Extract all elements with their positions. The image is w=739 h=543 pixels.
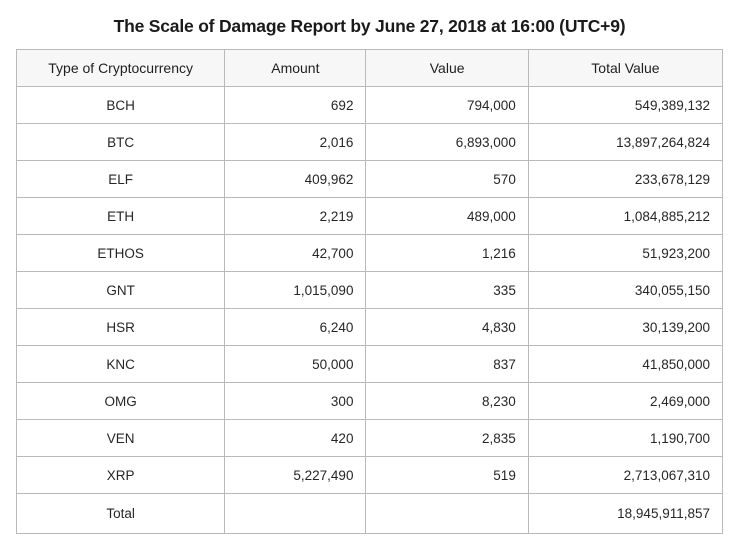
cell-total-value: 340,055,150: [528, 272, 722, 309]
table-row: [17, 420, 723, 457]
table-row: [17, 457, 723, 494]
total-value: [366, 494, 528, 534]
cell-type: ETH: [17, 198, 225, 235]
cell-total-value: 1,190,700: [528, 420, 722, 457]
total-amount: [225, 494, 366, 534]
column-header-type: Type of Cryptocurrency: [17, 50, 225, 87]
cell-type: BCH: [17, 87, 225, 124]
cell-amount: 2,219: [225, 198, 366, 235]
cell-total-value: 13,897,264,824: [528, 124, 722, 161]
cell-total-value: 2,713,067,310: [528, 457, 722, 494]
table-row: [17, 346, 723, 383]
cell-type: BTC: [17, 124, 225, 161]
table-total-row: [17, 494, 723, 534]
table-row: [17, 198, 723, 235]
cell-amount: 692: [225, 87, 366, 124]
cell-total-value: 41,850,000: [528, 346, 722, 383]
cell-total-value: 51,923,200: [528, 235, 722, 272]
table-row: [17, 309, 723, 346]
cell-value: 489,000: [366, 198, 528, 235]
page-title: The Scale of Damage Report by June 27, 2018 at 16:00 (UTC+9): [113, 16, 626, 36]
table-body: [17, 87, 723, 534]
cell-value: 335: [366, 272, 528, 309]
cell-amount: 1,015,090: [225, 272, 366, 309]
cell-value: 4,830: [366, 309, 528, 346]
table-row: [17, 235, 723, 272]
cell-value: 837: [366, 346, 528, 383]
table-row: [17, 272, 723, 309]
cell-value: 8,230: [366, 383, 528, 420]
cell-type: GNT: [17, 272, 225, 309]
table-header: [17, 50, 723, 87]
cell-total-value: 233,678,129: [528, 161, 722, 198]
column-header-amount: Amount: [225, 50, 366, 87]
cell-amount: 5,227,490: [225, 457, 366, 494]
cell-value: 794,000: [366, 87, 528, 124]
cell-value: 1,216: [366, 235, 528, 272]
total-label: Total: [17, 494, 225, 534]
cell-amount: 409,962: [225, 161, 366, 198]
cell-type: ETHOS: [17, 235, 225, 272]
table-row: [17, 124, 723, 161]
cell-total-value: 30,139,200: [528, 309, 722, 346]
table-row: [17, 87, 723, 124]
cell-amount: 6,240: [225, 309, 366, 346]
cell-value: 519: [366, 457, 528, 494]
cell-value: 6,893,000: [366, 124, 528, 161]
table-row: [17, 383, 723, 420]
cell-type: KNC: [17, 346, 225, 383]
cell-amount: 42,700: [225, 235, 366, 272]
total-total-value: 18,945,911,857: [528, 494, 722, 534]
cell-value: 570: [366, 161, 528, 198]
cell-type: XRP: [17, 457, 225, 494]
cell-type: ELF: [17, 161, 225, 198]
column-header-value: Value: [366, 50, 528, 87]
cell-amount: 420: [225, 420, 366, 457]
damage-report-table: [16, 49, 723, 534]
cell-type: VEN: [17, 420, 225, 457]
cell-value: 2,835: [366, 420, 528, 457]
cell-amount: 300: [225, 383, 366, 420]
table-row: [17, 161, 723, 198]
cell-total-value: 549,389,132: [528, 87, 722, 124]
cell-amount: 50,000: [225, 346, 366, 383]
table-header-row: [17, 50, 723, 87]
column-header-total-value: Total Value: [528, 50, 722, 87]
cell-total-value: 1,084,885,212: [528, 198, 722, 235]
cell-type: OMG: [17, 383, 225, 420]
cell-amount: 2,016: [225, 124, 366, 161]
cell-total-value: 2,469,000: [528, 383, 722, 420]
cell-type: HSR: [17, 309, 225, 346]
